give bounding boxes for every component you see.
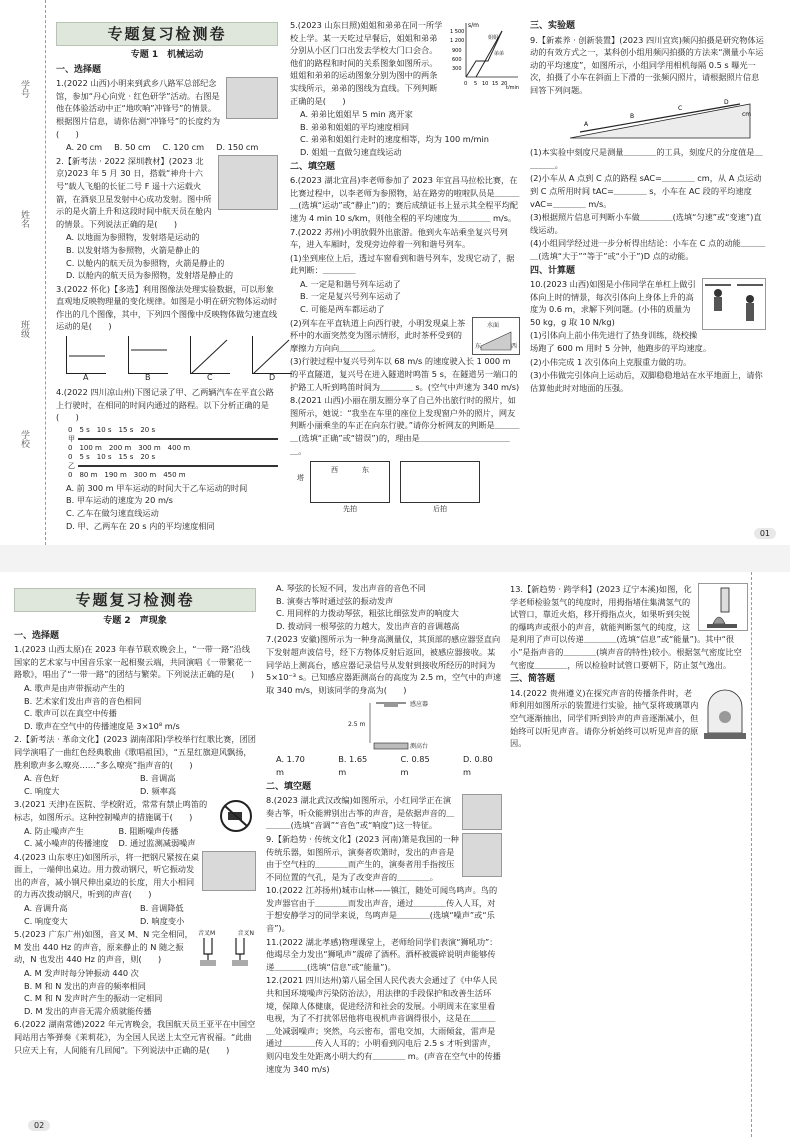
question-12: 12.(2021 四川达州)第八届全国人民代表大会通过了《中华人民共和国环境噪声污染防治法》，用法律的手段保护和改善生活环境，保障人体健康，促进经济和社会的发展。小明周末在家里看电视，为了不打扰邻居他将电视机声音调得很小，这是在＿＿＿＿处减弱噪声；突然，乌云密布，雷电交加，大雨倾盆，雷声是通过＿＿＿＿传入人耳的；小明看到闪电后 2.5 s 才听到雷声，则闪电发生处距离小明大约有＿＿＿＿ m。(声音在空气中的传播速度为 340 m/s) (266, 975, 501, 1074)
page1-right-column (530, 18, 766, 395)
x-tick: 5 (474, 81, 478, 87)
west-label: 西 (331, 466, 338, 475)
distance-time-graph (448, 19, 520, 89)
question-9 (266, 833, 502, 883)
option-a: A. 以地面为参照物，发射塔是运动的 (66, 232, 200, 243)
option-a: A. M 发声时每分钟振动 440 次 (24, 968, 139, 979)
option-c: C. 用同样的力拨动琴弦，粗弦比细弦发声的响度大 (276, 608, 459, 619)
option-c: C. 响度大 (24, 785, 60, 796)
rocket-photo (218, 155, 278, 210)
question-6: 6.(2022 湖南常德)2022 年元宵晚会，我国航天员王亚平在中国空间站用古筝弹奏《茉莉花》，为全国人民送上太空元宵祝福。“此曲只应天上有，人间能有几回闻”。下列说法中正确的是( ) (14, 1019, 256, 1055)
y-tick: 900 (452, 48, 462, 54)
car2-label: 乙 (68, 461, 75, 470)
option-a: A. 一定是和谐号列车运动了 (300, 278, 401, 289)
worksheet-page-2 (0, 572, 790, 1137)
option-d: D. 以舱内的航天员为参照物，发射塔是静止的 (66, 270, 234, 281)
side-label-class: 班级 (19, 320, 29, 338)
car1-label: 甲 (68, 434, 75, 443)
graph-a-line (67, 336, 107, 374)
first-photo-caption: 先拍 (343, 505, 357, 514)
fork-n-label: 音叉N (237, 930, 254, 938)
question-9: 9.【新素养 · 创新装置】(2023 四川宜宾)频闪拍摄是研究物体运动的有效方式之一，某科创小组用频闪拍摄的方法来“测量小车运动的平均速度”，如图所示，小组同学用相机每隔 0.5 s 曝光一次，拍摄了小车在斜面上下滑的一张频闪照片，请根据照片信息回答下列问题。 (530, 34, 764, 95)
option-b: B. 一定是复兴号列车运动了 (300, 291, 401, 302)
question-1 (56, 77, 278, 140)
question-9-1: (1)本实验中刻度尺是测量＿＿＿＿的工具，刻度尺的分度值是＿＿＿＿。 (530, 147, 763, 170)
second-photo-caption: 后拍 (433, 505, 447, 514)
option-b: B. 1.65 m (338, 754, 368, 777)
pull-up-figure (702, 278, 766, 330)
option-b: B. 演奏古筝时通过弦的振动发声 (276, 595, 394, 606)
question-text: 1.(2022 山西)小明来到武乡八路军总部纪念馆，参加“丹心向党 · 红色研学”活动。右图是他在体验活动中正“地吹响”冲锋号”的情景。根据图片信息，请你估测“冲锋号”的长度约为( ) (56, 78, 221, 139)
car2-track (68, 462, 278, 471)
question-text: 5.(2023 广东广州)如图，音叉 M、N 完全相同，M 发出 440 Hz 的声音，原来静止的 N 随之振动，N 也发出 440 Hz 的声音，则( ) (14, 929, 193, 965)
question-10-2: (2)小伟完成 1 次引体向上克服重力做的功。 (530, 356, 692, 367)
question-9-4: (4)小组同学经过进一步分析得出结论：小车在 C 点的动能＿＿＿＿(选填“大于”“等于”或“小于”)D 点的动能。 (530, 238, 766, 261)
question-10-3: (3)小伟做完引体向上运动后，双脚稳稳地站在水平地面上，请你估算他此时对地面的压强。 (530, 370, 763, 393)
east-label: 东 (362, 466, 369, 475)
question-text: 4.(2023 山东枣庄)如图所示，将一把钢尺紧按在桌面上，一端伸出桌边。用力拨动钢尺，听它振动发出的声音，减小钢尺伸出桌边的长度，用大小相同的力再次拨动钢尺，听到的声音( ) (14, 851, 200, 900)
question-10 (530, 278, 766, 328)
x-tick: 20 (501, 81, 508, 87)
y-tick: 1 500 (450, 29, 465, 35)
question-text: 5.(2023 山东日照)姐姐和弟弟在同一所学校上学。某一天吃过早餐后，姐姐和弟弟分别从小区门口出发去学校大门口会合。他们的路程和时间的关系图象如图所示。姐姐和弟弟的运动图象分别为图中的两条实线所示，弟弟的图线为直线。下列判断正确的是( ) (290, 20, 443, 106)
question-10-1: (1)引体向上前小伟先进行了热身训练，绕校操场跑了 600 m 用时 5 分钟，他跑步的平均速度。 (530, 330, 712, 354)
option-c: C. 响度变大 (24, 915, 68, 926)
pull-up-bars (703, 279, 765, 329)
option-d: D. 0.80 m (462, 754, 493, 777)
option-b: B. 音调降低 (140, 903, 184, 914)
water-surface-label: 水面 (487, 321, 500, 329)
question-options (14, 825, 213, 850)
binding-margin (0, 0, 46, 545)
y-tick: 600 (452, 57, 462, 63)
first-photo-frame (297, 461, 390, 503)
question-text: 8.(2023 湖北武汉改编)如图所示，小红同学正在演奏古筝，听众能辨别出古筝的声音，是依据声音的＿＿＿＿(选填“音调”“音色”或“响度”)这一特征。 (266, 795, 455, 831)
topic-title: 专题 2 声现象 (103, 616, 167, 626)
first-photo (297, 461, 390, 516)
photo-sequence-figure (290, 461, 520, 516)
option-b: B. M 和 N 发出的声音的频率相同 (24, 980, 146, 991)
question-5 (290, 19, 520, 107)
section-heading: 三、简答题 (510, 674, 556, 685)
question-3: 3.(2022 怀化)【多选】利用图像法处理实验数据，可以形象直观地反映物理量的变化规律。如图是小明在研究物体运动时作出的几个图像，其中，下列四个图像中反映物体做匀速直线运动的是( ) (56, 283, 278, 332)
question-text: 2.【新考法 · 2022 深圳教材】(2023 北京)2023 年 5 月 30 日，搭载“神舟十六号”载人飞船的长征二号 F 遥十六运载火箭，在酒泉卫星发射中心成功发射。图中所示的是火箭上升和这段时间中航天员在舱内的情景。下列说法正确的是( ) (56, 155, 212, 229)
question-options (56, 141, 278, 154)
question-8: 8.(2021 山西)小丽在朋友圈分享了自己外出旅行时的照片，如图所示，她说：“我坐在车里的座位上发现窗户外的照片，网友判断小丽乘坐的车正在向东行驶。”请你分析网友的判断是＿＿＿＿(选填“正确”或“错误”)的，理由是＿＿＿＿＿＿＿＿＿＿＿＿。 (290, 395, 520, 456)
graph-label: C (207, 373, 213, 383)
page2-middle-column (266, 582, 502, 1076)
car1-track (68, 435, 278, 444)
car2-times: 0 5 s 10 s 15 s 20 s (68, 452, 156, 461)
question-9-3: (3)根据照片信息可判断小车做＿＿＿＿(选填“匀速”或“变速”)直线运动。 (530, 212, 762, 235)
question-7: 7.(2022 苏州)小明放假外出旅游。他到火车站乘坐复兴号列车，进入车厢时，发现旁边停着一列和谐号列车。 (290, 226, 508, 250)
series-label: 姐姐 (488, 35, 499, 41)
question-13 (510, 583, 748, 671)
option-b: B. 50 cm (114, 142, 151, 153)
worksheet-page-1 (0, 0, 790, 545)
question-7-1: (1)坐到座位上后，透过车窗看到和谐号列车，发现它动了，据此判断：＿＿＿＿ (290, 252, 515, 276)
option-b: B. 甲车运动的速度为 20 m/s (66, 495, 173, 506)
binding-margin-right (751, 572, 752, 1137)
section-heading: 四、计算题 (530, 265, 576, 276)
car2-distances: 0 80 m 190 m 300 m 450 m (68, 470, 186, 479)
option-d: D. 甲、乙两车在 20 s 内的平均速度相同 (66, 520, 215, 531)
page-gap (0, 545, 790, 572)
question-8 (266, 794, 502, 832)
bell-jar-figure (702, 687, 748, 743)
topic-title: 专题 1 机械运动 (130, 50, 204, 60)
point-c: C (678, 104, 683, 112)
question-text: 13.【新趋势 · 跨学科】(2023 辽宁本溪)如图，化学老师检验氢气的纯度时，用拇指堵住集满氢气的试管口，靠近火焰，移开拇指点火，如果听到尖锐的爆鸣声或很小的声音，就能判断氢气的纯度，这是利用了声可以传递＿＿＿＿(选填“信息”或“能量”)。其中“很小”是指声音的＿＿＿＿(填声音的特性)较小。根据氢气密度比空气密度＿＿＿＿，所以检验时试管口要朝下，防止氢气逸出。 (510, 584, 742, 670)
series-label: 弟弟 (494, 51, 505, 57)
motion-graphs (56, 336, 278, 383)
page2-right-column (510, 582, 748, 751)
page1-middle-column (290, 18, 520, 516)
option-a: A. 弟弟比姐姐早 5 min 离开家 (300, 109, 413, 120)
tuning-fork-figure (196, 928, 256, 968)
page-banner: 专题复习检测卷 (56, 22, 278, 46)
west-label: 西 (510, 343, 517, 351)
page-banner: 专题复习检测卷 (14, 588, 256, 612)
y-tick: 300 (452, 66, 462, 72)
option-a: A. 1.70 m (276, 754, 305, 777)
height-meter-figure (336, 697, 456, 753)
tower-label: 塔 (297, 474, 304, 483)
option-a: A. 琴弦的长短不同，发出声音的音色不同 (276, 583, 426, 593)
xiao-flute-photo (462, 833, 502, 877)
option-c: C. M 和 N 发声时产生的振动一定相同 (24, 993, 163, 1004)
option-d: D. 拨动同一根琴弦的力越大，发出声音的音调越高 (276, 620, 460, 631)
option-a: A. 音色好 (24, 773, 60, 784)
test-tube-drawing (699, 584, 747, 630)
graph-xlabel: t/min (506, 85, 520, 89)
question-7-3: (3)行驶过程中复兴号列车以 68 m/s 的速度驶入长 1 000 m 的平直隧道，复兴号在进入隧道时鸣笛 5 s，在隧道另一端口的护路工人听到鸣笛时间为＿＿＿＿ s。(空气中声速为 340 m/s) (290, 356, 520, 392)
question-4: 4.(2022 四川凉山州)下图记录了甲、乙两辆汽车在平直公路上行驶时，在相同的时间内通过的路程。以下分析正确的是( ) (56, 387, 274, 423)
section-heading: 二、填空题 (266, 781, 312, 792)
option-b: B. 音调高 (140, 773, 176, 784)
question-4 (14, 851, 256, 901)
section-heading: 一、选择题 (56, 64, 102, 75)
question-9-2: (2)小车从 A 点到 C 点的路程 sAC=＿＿＿＿ cm，从 A 点运动到 C 点所用时间 tAC=＿＿＿＿ s，小车在 AC 段的平均速度 vAC=＿＿＿＿ m/s。 (530, 173, 762, 209)
point-b: B (630, 112, 635, 120)
incline-ruler-figure (570, 98, 760, 142)
option-b: B. 以发射塔为参照物，火箭是静止的 (66, 244, 200, 255)
question-3 (14, 798, 256, 823)
question-text: 3.(2021 天津)在医院、学校附近，常常有禁止鸣笛的标志，如图所示。这种控制噪声的措施属于( ) (14, 799, 208, 822)
graph-a (66, 336, 106, 383)
graph-d (252, 336, 292, 383)
car1-distances: 0 100 m 200 m 300 m 400 m (68, 443, 191, 452)
fork-m-label: 音叉M (198, 930, 216, 938)
page-number: 02 (28, 1120, 50, 1131)
second-photo-frame (400, 461, 480, 503)
option-b: B. 弟弟和姐姐的平均速度相同 (300, 121, 410, 132)
car2-road (78, 465, 278, 467)
graph-b-line (129, 336, 169, 374)
question-11: 11.(2022 湖北孝感)物理课堂上，老师给同学们表演“狮吼功”：他竭尽全力发出“狮吼声”震碎了酒杯。酒杯被震碎说明声能够传递＿＿＿＿(选填“信息”或“能量”)。 (266, 936, 498, 972)
option-d: D. 通过监测减弱噪声 (118, 838, 196, 849)
graph-c-line (191, 336, 231, 374)
option-b: B. 阻断噪声传播 (118, 825, 179, 836)
section-heading: 二、填空题 (290, 161, 336, 172)
option-d: D. 歌声在空气中的传播速度是 3×10⁸ m/s (24, 720, 180, 731)
x-tick: 10 (482, 81, 489, 87)
graph-b (128, 336, 168, 383)
question-7-2 (290, 317, 520, 355)
option-a: A. 歌声是由声带振动产生的 (24, 682, 125, 693)
option-a: A. 前 300 m 甲车运动的时间大于乙车运动的时间 (66, 482, 248, 493)
car1-times: 0 5 s 10 s 15 s 20 s (68, 425, 156, 434)
question-options (266, 753, 502, 778)
car1-road (78, 438, 278, 440)
option-c: C. 歌声可以在真空中传播 (24, 708, 117, 719)
sensor-label: 感应器 (410, 701, 429, 709)
east-label: 东 (475, 343, 482, 351)
graph-c (190, 336, 230, 383)
option-a: A. 20 cm (66, 142, 103, 153)
ruler-on-desk-photo (202, 851, 256, 891)
question-10: 10.(2022 江苏扬州)城市山林——镇江，随处可闻鸟鸣声。鸟的发声器官由于＿＿＿＿而发出声音，通过＿＿＿＿传入人耳，对于想安静学习的同学来说，鸟鸣声是＿＿＿＿(选填“噪声”或“乐音”)。 (266, 885, 498, 934)
question-2: 2.【新考法 · 革命文化】(2023 湖南邵阳)学校举行红歌比赛，团团同学演唱了一曲红色经典歌曲《歌唱祖国》，“五星红旗迎风飘扬，胜利歌声多么嘹亮……”多么嘹亮”指声音的( ) (14, 734, 256, 770)
question-options (14, 902, 256, 927)
height-label: 2.5 m (348, 721, 366, 729)
option-d: D. 150 cm (216, 142, 259, 153)
question-6: 6.(2023 湖北宜昌)李老师参加了 2023 年宜昌马拉松比赛，在比赛过程中，以李老师为参照物，站在路旁的啦啦队员是＿＿＿＿(选填“运动”或“静止”)的；赛后成绩证书上显示其全程平均配速为 4 min 10 s/km，则他全程的平均速度为＿＿＿＿ m/s。 (290, 175, 520, 223)
option-a: A. 防止噪声产生 (24, 825, 84, 836)
section-heading: 一、选择题 (14, 630, 60, 641)
ruler-unit: cm (742, 110, 752, 118)
option-d: D. 响度变小 (140, 915, 185, 926)
question-text: (2)列车在平直轨道上向西行驶，小明发现桌上茶杯中的水面突然变为图示情形，此时茶杯受到的摩擦力方向向＿＿＿＿。 (290, 317, 466, 353)
option-c: C. 0.85 m (400, 754, 430, 777)
question-text: 10.(2023 山西)如图是小伟同学在单杠上做引体向上时的情景，每次引体向上身体上升的高度为 0.6 m，求解下列问题。(小伟的质量为 50 kg，g 取 10 N/kg) (530, 279, 696, 327)
no-horn-sign-icon (216, 798, 256, 834)
point-a: A (584, 120, 589, 128)
page1-left-column (56, 22, 278, 532)
option-d: D. M 发出的声音无需介质就能传播 (24, 1005, 152, 1016)
side-label-school: 学校 (19, 430, 29, 448)
option-c: C. 以舱内的航天员为参照物，火箭是静止的 (66, 257, 225, 268)
question-options (14, 772, 256, 797)
option-b: B. 艺术家们发出声音的音色相同 (24, 695, 142, 706)
point-d: D (724, 98, 729, 106)
question-text: 14.(2022 贵州遵义)在探究声音的传播条件时，老师利用如图所示的装置进行实验，抽气泵将玻璃罩内空气逐渐抽出，同学们听到铃声的声音逐渐减小，但始终可以听见声音。请你分析始终可以听见声音的原因。 (510, 687, 699, 749)
side-label-id: 学号 (19, 80, 29, 98)
graph-d-line (253, 336, 293, 374)
question-2 (56, 155, 278, 231)
bugle-photo (226, 77, 278, 119)
bell-jar-drawing (702, 687, 748, 743)
page-number: 01 (754, 528, 776, 539)
option-a: A. 音调升高 (24, 903, 68, 914)
section-heading: 三、实验题 (530, 21, 576, 31)
car-timeline-figure (56, 426, 278, 480)
question-5 (14, 928, 256, 966)
platform-label: 测高台 (410, 743, 429, 751)
option-d: D. 频率高 (140, 785, 177, 796)
guzheng-photo (462, 794, 502, 830)
graph-ylabel: s/m (468, 22, 479, 29)
page2-left-column (14, 588, 256, 1057)
graph-label: B (145, 373, 151, 383)
cup-figure (472, 317, 520, 355)
graph-label: D (269, 373, 276, 383)
second-photo (400, 461, 480, 516)
graph-label: A (83, 373, 89, 383)
option-c: C. 乙车在做匀速直线运动 (66, 508, 159, 519)
option-c: C. 可能是两车都运动了 (300, 304, 385, 315)
tuning-forks (196, 928, 256, 968)
question-14 (510, 687, 748, 750)
option-c: C. 弟弟和姐姐行走时的速度相等，均为 100 m/min (300, 134, 489, 145)
option-c: C. 减小噪声的传播速度 (24, 838, 109, 849)
option-c: C. 120 cm (162, 142, 205, 153)
question-text: 9.【新趋势 · 传统文化】(2023 河南)箫是我国的一种传统乐器，如图所示，演奏者吹箫时，发出的声音是由于空气柱的＿＿＿＿而产生的，演奏者用手指按压不同位置的气孔，是为了改变声音的＿＿＿＿。 (266, 833, 459, 882)
side-label-name: 姓名 (19, 210, 29, 228)
y-tick: 1 200 (450, 38, 465, 44)
question-7: 7.(2023 安徽)图所示为一种身高测量仪，其顶部的感应器竖直向下发射超声波信号，经下方物体反射后返回，被感应器接收。某同学站上测高台，感应器记录信号从发射到接收所经历的时间为 5×10⁻³ s。已知感应器距测高台的高度为 2.5 m，空气中的声速取 340 m/s，则该同学的身高为( ) (266, 634, 502, 695)
x-tick: 0 (464, 81, 468, 87)
x-tick: 15 (492, 81, 499, 87)
option-d: D. 姐姐一直做匀速直线运动 (300, 146, 402, 157)
test-tube-figure (698, 583, 748, 631)
question-1: 1.(2023 山西太原)在 2023 年春节联欢晚会上，“一带一路”沿线国家的艺术家与中国音乐家一起相聚云端，共同演唱《一带繁花一路歌》，唱出了“一带一路”的团结与繁荣。下列说法正确的是( ) (14, 644, 255, 680)
